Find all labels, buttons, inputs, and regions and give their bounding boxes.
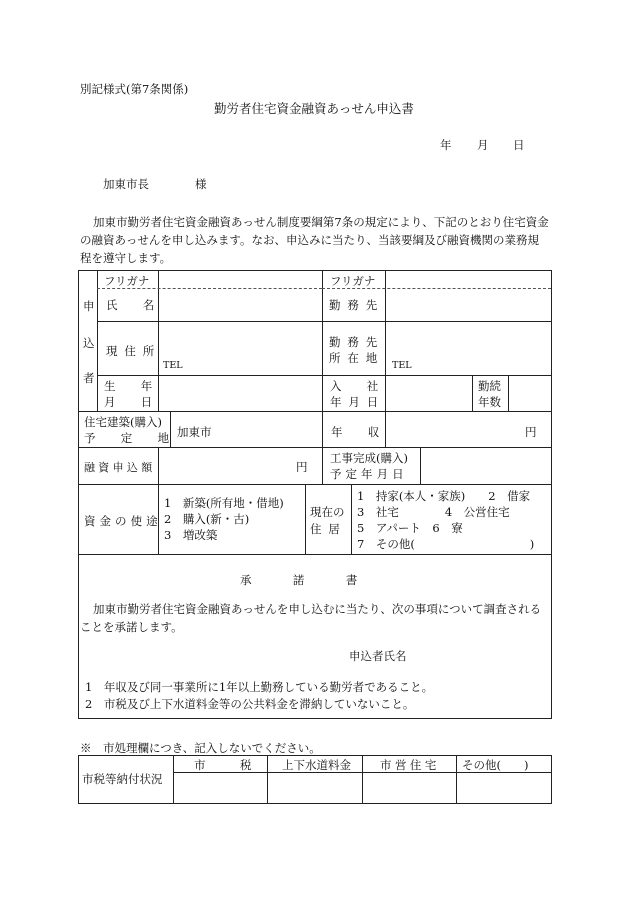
office-cell-other[interactable] [458,774,550,802]
furigana-label-name: フリガナ [104,274,150,288]
join-date-field[interactable] [387,377,470,409]
date-day-label: 日 [513,138,525,152]
address-tel-label: TEL [163,360,183,371]
tenure-label-1: 勤続 [478,379,501,393]
employer-field[interactable] [387,290,549,320]
birth-label-1: 生年 [104,379,178,393]
address-field[interactable] [160,323,320,373]
fund-use-option-3[interactable]: 3 増改築 [164,528,218,542]
loan-amount-field[interactable] [160,450,290,482]
office-col-city-tax: 市税 [194,758,286,772]
intro-line-1: 加東市勤労者住宅資金融資あっせん制度要綱第7条の規定により、下記のとおり住宅資金 [93,215,549,229]
completion-label-2: 予定年月日 [330,467,408,481]
office-col-other: その他( ) [462,758,529,772]
employer-address-label-1: 勤務先 [329,335,385,349]
completion-label-1: 工事完成(購入) [330,451,408,465]
office-cell-city-tax[interactable] [175,774,266,802]
date-month-label: 月 [477,138,489,152]
address-label: 現住所 [106,344,162,358]
consent-body-line-2: ことを承諾します。 [80,620,183,634]
employer-label: 勤務先 [329,298,385,312]
fund-use-option-2[interactable]: 2 購入(新・古) [164,512,250,526]
tenure-field[interactable] [510,377,550,409]
office-col-public-housing: 市営住宅 [380,758,440,772]
income-field[interactable] [387,414,522,444]
applicant-label-1: 申 [83,299,95,313]
completion-date-field[interactable] [422,450,550,482]
consent-title: 承諾書 [240,573,399,587]
fund-use-label: 資金の使途 [84,514,162,528]
intro-line-3: 程を遵守します。 [80,251,172,265]
employer-tel-label: TEL [392,360,412,371]
residence-option-1[interactable]: 1 持家(本人・家族) 2 借家 [357,489,531,503]
residence-option-4[interactable]: 7 その他( ) [357,537,535,551]
addressee: 加東市長 [103,177,149,191]
fund-use-option-1[interactable]: 1 新築(所有地・借地) [164,496,284,510]
tenure-label-2: 年数 [478,395,501,409]
office-cell-water[interactable] [269,774,361,802]
applicant-label-2: 込 [83,336,95,350]
form-reference: 別記様式(第7条関係) [80,82,189,96]
residence-label-2: 住居 [310,522,347,536]
loan-yen-unit: 円 [296,460,308,474]
furigana-label-employer: フリガナ [330,274,376,288]
form-title: 勤労者住宅資金融資あっせん申込書 [214,101,414,116]
office-row-label: 市税等納付状況 [82,772,163,786]
birth-date-field[interactable] [160,377,320,409]
residence-option-2[interactable]: 3 社宅 4 公営住宅 [357,505,510,519]
furigana-name-field[interactable] [160,273,320,287]
furigana-employer-field[interactable] [360,273,550,287]
name-field[interactable] [160,290,320,320]
site-label-1: 住宅建築(購入) [84,415,162,429]
consent-signer-field[interactable] [414,642,546,664]
residence-option-3[interactable]: 5 アパート 6 寮 [357,521,463,535]
join-date-label-2: 年月日 [330,395,386,409]
site-field[interactable] [220,414,320,444]
residence-label-1: 現在の [310,505,345,519]
consent-item-2: 2 市税及び上下水道料金等の公共料金を滞納していないこと。 [85,697,415,711]
loan-amount-label: 融資申込額 [84,461,156,474]
office-use-note: ※ 市処理欄につき、記入しないでください。 [80,741,321,755]
consent-body-line-1: 加東市勤労者住宅資金融資あっせんを申し込むに当たり、次の事項について調査される [93,602,542,616]
income-label: 年収 [331,425,405,439]
site-label-2: 予定地 [84,431,195,445]
consent-item-1: 1 年収及び同一事業所に1年以上勤務している勤労者であること。 [85,680,434,694]
intro-line-2: の融資あっせんを申し込みます。なお、申込みに当たり、当該要綱及び融資機関の業務規 [80,233,539,247]
office-col-water: 上下水道料金 [282,758,351,772]
join-date-label-1: 入社 [330,379,404,393]
employer-address-label-2: 所在地 [329,351,385,365]
date-year-label: 年 [440,138,452,152]
consent-signer-label: 申込者氏名 [349,649,407,663]
name-label: 氏名 [106,298,180,312]
office-cell-public-housing[interactable] [364,774,455,802]
site-value: 加東市 [177,425,212,439]
birth-label-2: 月日 [104,395,178,409]
applicant-label-3: 者 [83,371,95,385]
honorific: 様 [195,177,207,191]
income-yen-unit: 円 [525,425,537,439]
